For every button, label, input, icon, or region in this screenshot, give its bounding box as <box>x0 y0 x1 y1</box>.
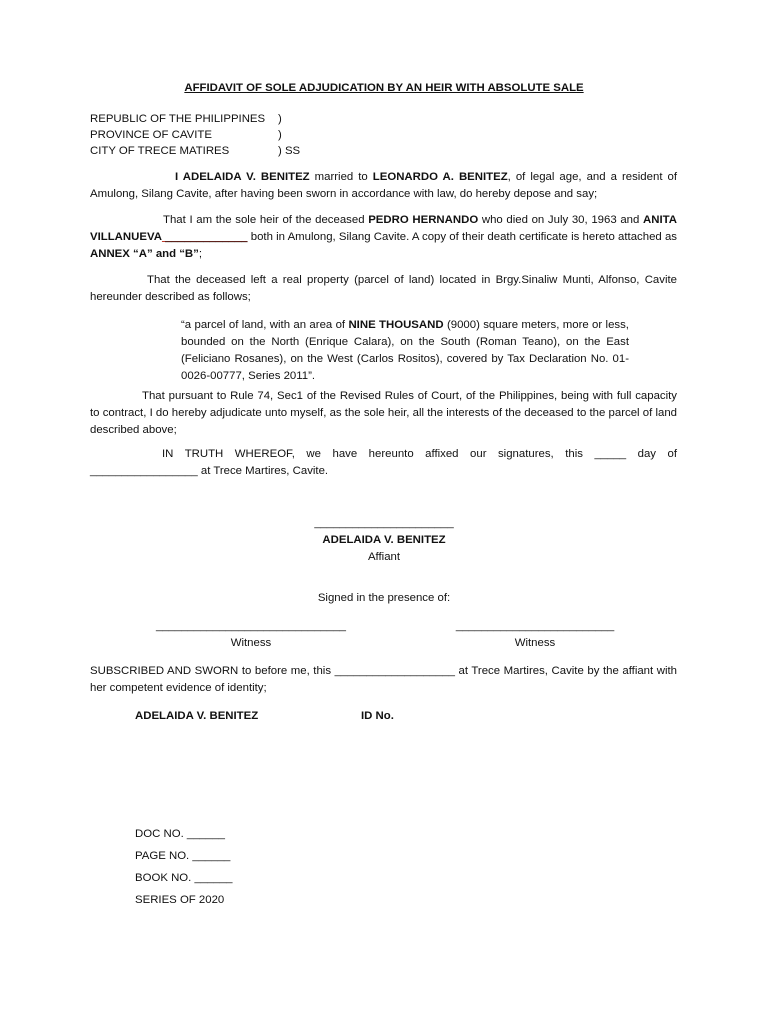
affiant-role: Affiant <box>367 551 401 563</box>
paragraph-text: “a parcel of land, with an area of <box>181 319 349 331</box>
series-year: SERIES OF 2020 <box>135 894 225 906</box>
paragraph-text: That I am the sole heir of the deceased <box>163 214 369 226</box>
paragraph-text: who died on July 30, 1963 and <box>478 214 644 226</box>
paragraph-text: married to <box>309 171 373 183</box>
paragraph-text: ; <box>198 248 203 260</box>
id-row-name: ADELAIDA V. BENITEZ <box>135 710 259 722</box>
affiant-signature-name: ADELAIDA V. BENITEZ <box>322 534 446 546</box>
notarial-register <box>135 826 233 914</box>
paragraph-property <box>90 272 677 306</box>
witness-label: Witness <box>514 637 556 649</box>
doc-number: DOC NO. ______ <box>135 828 225 840</box>
spouse-name: LEONARDO A. BENITEZ <box>372 171 508 183</box>
blank-field: _____________ <box>161 231 248 243</box>
affiant-name: I ADELAIDA V. BENITEZ <box>175 171 310 183</box>
signature-line: _________________________ <box>455 620 615 632</box>
document-title: AFFIDAVIT OF SOLE ADJUDICATION BY AN HEIR WITH ABSOLUTE SALE <box>184 82 584 94</box>
venue-row <box>90 143 300 159</box>
paragraph-text: (9000) square meters, more or less, bounded on the North (Enrique Calara), on the South (Roman Teano), on the East (Feliciano Rosanes), on the West (Carlos Rositos), covered by Tax Declaration No. 01-0026-00777, Series 2011”. <box>181 319 629 382</box>
venue-mark: ) <box>278 129 282 141</box>
signed-in-presence: Signed in the presence of: <box>317 592 451 604</box>
signature-line: ______________________________ <box>155 620 347 632</box>
decedent-name: ANITA VILLANUEVA <box>90 214 677 243</box>
witness-label: Witness <box>230 637 272 649</box>
venue-row <box>90 127 300 143</box>
jurat-paragraph: SUBSCRIBED AND SWORN to before me, this ___________________ at Trece Martires, Cavite by the affiant with her competent evidence of identity; <box>90 665 677 694</box>
paragraph-truth-whereof <box>90 446 677 480</box>
annex-reference: ANNEX “A” and “B” <box>90 248 199 260</box>
venue-label: REPUBLIC OF THE PHILIPPINES <box>90 113 266 125</box>
witness-block <box>430 618 640 652</box>
affiant-signature-block <box>284 515 484 566</box>
signature-line: ______________________ <box>314 517 454 529</box>
venue-mark: ) <box>278 113 282 125</box>
paragraph-text: , of legal age, and a resident of Amulong, Silang Cavite, after having been sworn in accordance with law, do hereby depose and say; <box>90 171 677 200</box>
venue-label: CITY OF TRECE MATIRES <box>90 145 230 157</box>
book-number: BOOK NO. ______ <box>135 872 233 884</box>
paragraph-text: That the deceased left a real property (parcel of land) located in Brgy.Sinaliw Munti, Alfonso, Cavite hereunder described as follows; <box>90 274 677 303</box>
paragraph-heir <box>90 212 677 263</box>
paragraph-text: IN TRUTH WHEREOF, we have hereunto affixed our signatures, this _____ day of _________________ at Trece Martires, Cavite. <box>90 448 677 477</box>
paragraph-text: That pursuant to Rule 74, Sec1 of the Revised Rules of Court, of the Philippines, being with full capacity to contract, I do hereby adjudicate unto myself, as the sole heir, all the interests of the deceased to the parcel of land described above; <box>90 390 677 436</box>
paragraph-affiant <box>90 169 677 203</box>
venue-row <box>90 111 300 127</box>
venue-mark: ) SS <box>278 145 301 157</box>
venue-label: PROVINCE OF CAVITE <box>90 129 212 141</box>
paragraph-adjudication <box>90 388 677 439</box>
paragraph-text: both in Amulong, Silang Cavite. A copy of their death certificate is hereto attached as <box>247 231 677 243</box>
witness-block <box>146 618 356 652</box>
venue-block <box>90 111 300 159</box>
decedent-name: PEDRO HERNANDO <box>368 214 479 226</box>
page-number: PAGE NO. ______ <box>135 850 231 862</box>
property-description <box>181 317 629 385</box>
land-area: NINE THOUSAND <box>348 319 444 331</box>
id-number-label: ID No. <box>361 710 394 722</box>
id-row <box>135 708 394 725</box>
